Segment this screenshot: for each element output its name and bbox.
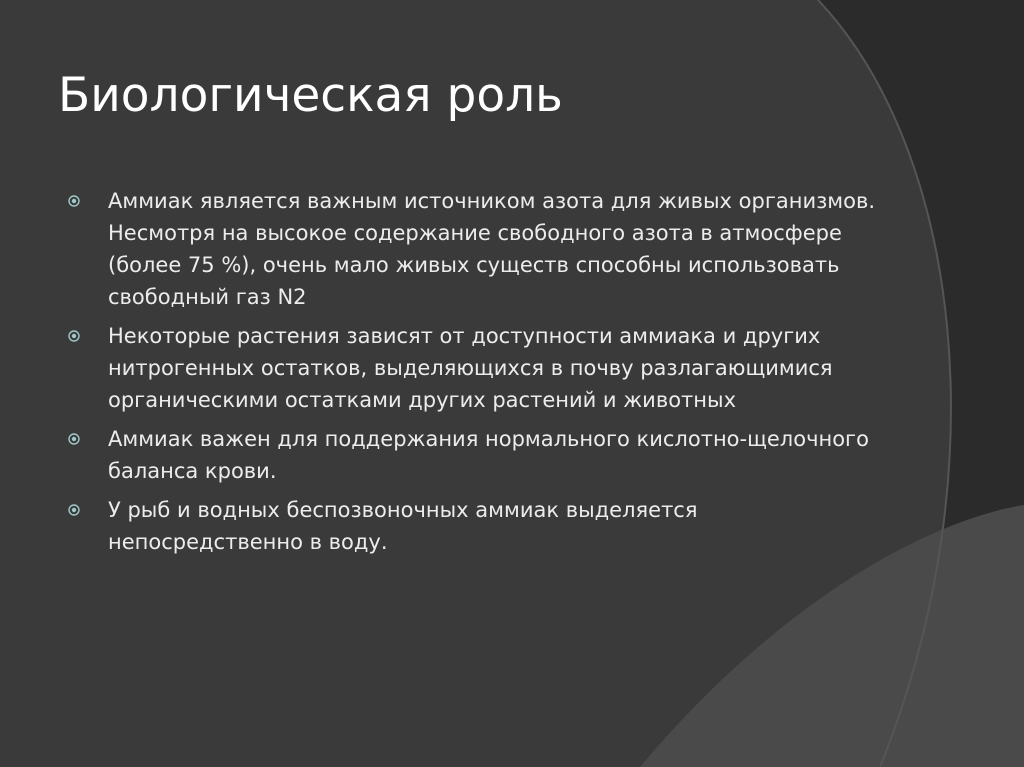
bullet-text: Аммиак важен для поддержания нормального кислотно-щелочного баланса крови. — [108, 427, 869, 483]
bullet-item — [68, 185, 878, 313]
circled-dot-icon — [68, 433, 80, 445]
circled-dot-icon — [68, 195, 80, 207]
bullet-text: Аммиак является важным источником азота для живых организмов. Несмотря на высокое содержание свободного азота в атмосфере (более 75 %), очень мало живых существ способны использовать свободный газ N2 — [108, 189, 876, 309]
bullet-text: Некоторые растения зависят от доступности аммиака и других нитрогенных остатков, выделяющихся в почву разлагающимися органическими остатками других растений и животных — [108, 324, 833, 412]
bullet-list — [68, 185, 878, 565]
bullet-item — [68, 494, 878, 558]
bullet-text: У рыб и водных беспозвоночных аммиак выделяется непосредственно в воду. — [108, 498, 698, 554]
bullet-item — [68, 320, 878, 416]
circled-dot-icon — [68, 330, 80, 342]
bullet-item — [68, 423, 878, 487]
circled-dot-icon — [68, 504, 80, 516]
slide-title: Биологическая роль — [58, 68, 563, 123]
